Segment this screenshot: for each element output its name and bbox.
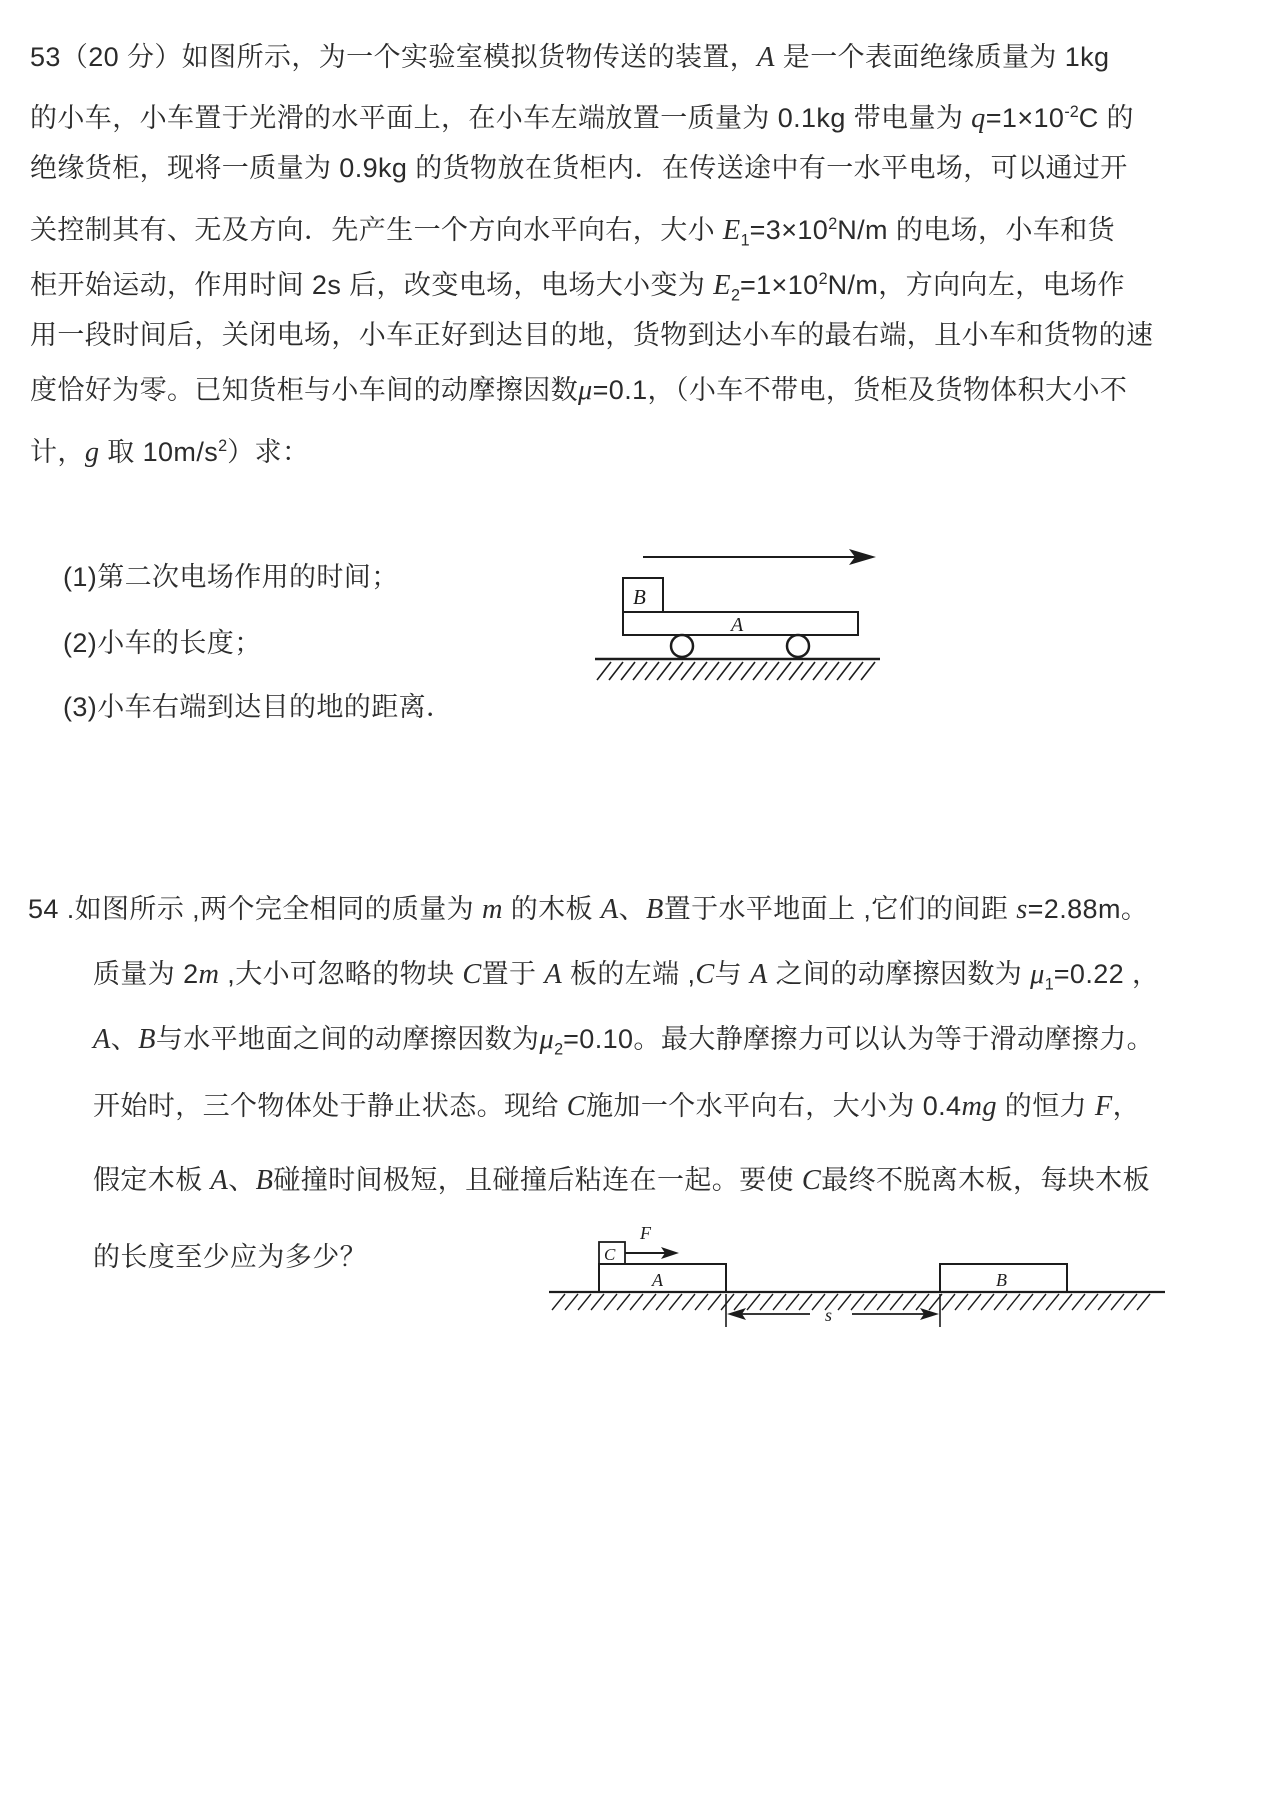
problem-54-line-3: A、B与水平地面之间的动摩擦因数为$\mu_2=0.10$。最大静摩擦力可以认为等于滑动摩擦力。 bbox=[93, 1024, 1155, 1059]
distance-s-dimension bbox=[726, 1294, 940, 1327]
crate-B-label: B bbox=[633, 585, 646, 609]
ground-hatching bbox=[597, 662, 875, 680]
block-C-label: C bbox=[604, 1245, 616, 1264]
problem-53-line-1: 53（20 分）如图所示，为一个实验室模拟货物传送的装置，A 是一个表面绝缘质量为 1kg bbox=[30, 42, 1110, 73]
problem-53-line-4: 关控制其有、无及方向．先产生一个方向水平向右，大小 $E_1=3\times 10^2N/m$ 的电场，小车和货 bbox=[30, 215, 1116, 250]
cart-wheel-left bbox=[671, 635, 693, 657]
problem-53-line-8: 计，g 取 $10m/s^2$）求： bbox=[30, 437, 310, 468]
ground-hatching bbox=[552, 1294, 1150, 1310]
problem-53-subquestion-1: (1)第二次电场作用的时间； bbox=[63, 562, 399, 592]
problem-53-subquestion-2: (2)小车的长度； bbox=[63, 628, 262, 658]
force-F-label: F bbox=[640, 1226, 651, 1243]
figure-53-svg bbox=[515, 545, 890, 697]
problem-54-line-4: 开始时，三个物体处于静止状态。现给 C施加一个水平向右，大小为 0.4mg 的恒力 F， bbox=[93, 1091, 1141, 1122]
figure-54-svg bbox=[480, 1226, 1175, 1341]
force-F-arrow bbox=[625, 1247, 679, 1259]
figure-problem-53 bbox=[515, 545, 890, 697]
distance-s-label: s bbox=[825, 1305, 833, 1325]
problem-53-subquestion-3: (3)小车右端到达目的地的距离． bbox=[63, 692, 454, 722]
problem-53-line-6: 用一段时间后，关闭电场，小车正好到达目的地，货物到达小车的最右端，且小车和货物的速 bbox=[30, 320, 1154, 350]
cart-A-label: A bbox=[731, 614, 744, 636]
problem-53-line-5: 柜开始运动，作用时间 2s 后，改变电场，电场大小变为 $E_2=1\times 10^2N/m$，方向向左，电场作 bbox=[30, 270, 1125, 305]
problem-53-line-2: 的小车，小车置于光滑的水平面上，在小车左端放置一质量为 0.1kg 带电量为 $q=1\times 10^{-2}C$ 的 bbox=[30, 103, 1134, 134]
direction-arrow bbox=[643, 549, 876, 565]
plank-B-label: B bbox=[996, 1270, 1007, 1290]
problem-54-line-2: 质量为 2m ,大小可忽略的物块 C置于 A 板的左端 ,C与 A 之间的动摩擦因数为 $\mu_1=0.22$ ， bbox=[93, 959, 1160, 994]
problem-54-line-1: 54 .如图所示 ,两个完全相同的质量为 m 的木板 A、B置于水平地面上 ,它们的间距 s=2.88m。 bbox=[28, 894, 1149, 925]
problem-53-line-7: 度恰好为零。已知货柜与小车间的动摩擦因数μ=0.1，（小车不带电，货柜及货物体积大小不 bbox=[30, 375, 1128, 406]
figure-problem-54 bbox=[480, 1226, 1175, 1341]
problem-53-line-3: 绝缘货柜，现将一质量为 0.9kg 的货物放在货柜内．在传送途中有一水平电场，可以通过开 bbox=[30, 153, 1128, 183]
cart-wheel-right bbox=[787, 635, 809, 657]
problem-54-line-6: 的长度至少应为多少？ bbox=[93, 1242, 367, 1272]
problem-54-line-5: 假定木板 A、B碰撞时间极短，且碰撞后粘连在一起。要使 C最终不脱离木板，每块木板 bbox=[93, 1165, 1150, 1196]
plank-A-label: A bbox=[652, 1270, 663, 1290]
